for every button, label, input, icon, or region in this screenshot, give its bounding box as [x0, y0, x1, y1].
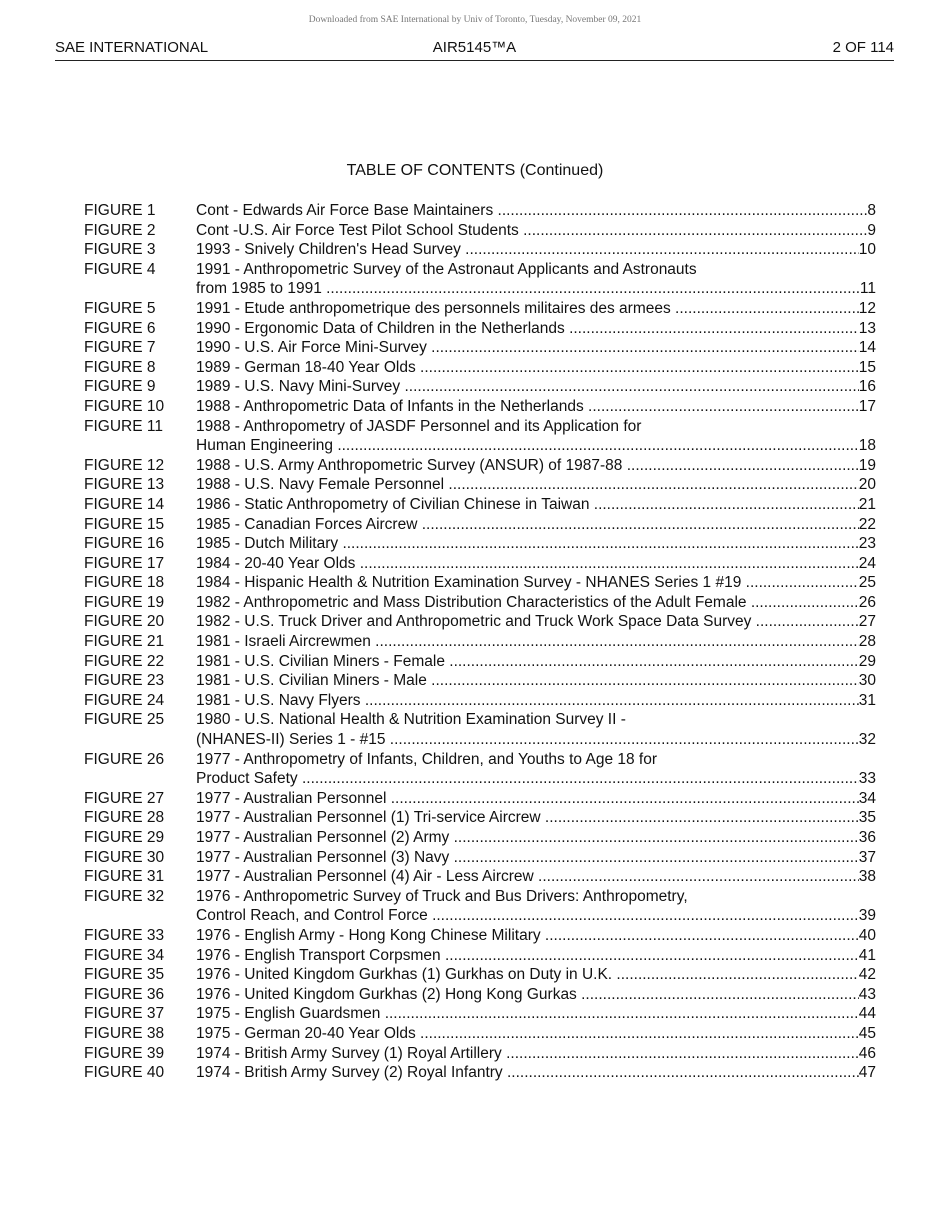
toc-entry: [84, 534, 876, 554]
figure-number: FIGURE 15: [84, 515, 165, 533]
figure-number: FIGURE 32: [84, 887, 165, 905]
figure-title-continued: (NHANES-II) Series 1 - #15 .....: [196, 730, 859, 750]
figure-number: FIGURE 10: [84, 397, 165, 415]
figure-title: 1976 - English Army - Hong Kong Chinese Military .....: [196, 926, 859, 946]
page-number: 9: [867, 221, 876, 239]
figure-title: 1993 - Snively Children's Head Survey .....: [196, 240, 859, 260]
figure-number: FIGURE 17: [84, 554, 165, 572]
toc-entry: [84, 397, 876, 417]
toc-entry: [84, 221, 876, 241]
figure-number: FIGURE 18: [84, 574, 165, 592]
figure-number: FIGURE 14: [84, 495, 165, 513]
figure-title: 1984 - 20-40 Year Olds .....: [196, 554, 859, 574]
page-number: 33: [858, 770, 876, 788]
figure-number: FIGURE 28: [84, 809, 165, 827]
toc-entry: [84, 417, 876, 437]
page-number: 47: [858, 1064, 876, 1082]
page-number: 25: [858, 574, 876, 592]
figure-title: Cont - Edwards Air Force Base Maintainers .....: [196, 201, 867, 221]
figure-number: FIGURE 30: [84, 848, 165, 866]
figure-title: 1977 - Australian Personnel (4) Air - Less Aircrew .....: [196, 867, 859, 887]
toc-entry: [84, 495, 876, 515]
figure-number: FIGURE 4: [84, 260, 156, 278]
toc-entry: [84, 1024, 876, 1044]
figure-title: 1981 - U.S. Navy Flyers .....: [196, 691, 859, 711]
page-number: 34: [858, 789, 876, 807]
figure-title-continued: Human Engineering .....: [196, 436, 859, 456]
page-number: 8: [867, 202, 876, 219]
figure-title: 1977 - Anthropometry of Infants, Children, and Youths to Age 18 for: [196, 750, 658, 768]
figure-title: 1976 - United Kingdom Gurkhas (2) Hong Kong Gurkas .....: [196, 985, 859, 1005]
figure-title: 1982 - Anthropometric and Mass Distribution Characteristics of the Adult Female .....: [196, 593, 859, 613]
page-number: 28: [858, 633, 876, 651]
toc-entry: [84, 554, 876, 574]
toc-title: TABLE OF CONTENTS (Continued): [346, 162, 604, 179]
figure-title: 1991 - Anthropometric Survey of the Astronaut Applicants and Astronauts: [196, 260, 697, 278]
figure-number: FIGURE 5: [84, 299, 156, 317]
page-number: 42: [858, 966, 876, 984]
toc-entry: [84, 848, 876, 868]
figure-title: 1975 - English Guardsmen .....: [196, 1004, 859, 1024]
page-number: 16: [858, 378, 876, 396]
figure-number: FIGURE 31: [84, 868, 165, 886]
figure-number: FIGURE 36: [84, 985, 165, 1003]
figure-number: FIGURE 33: [84, 926, 165, 944]
figure-title-continued: from 1985 to 1991 .....: [196, 279, 860, 299]
page-number: 14: [858, 339, 876, 357]
page-number: 30: [858, 672, 876, 690]
page-number: 39: [858, 907, 876, 925]
toc-entry: [84, 671, 876, 691]
figure-number: FIGURE 34: [84, 946, 165, 964]
page-number: 12: [858, 299, 876, 317]
figure-title: 1980 - U.S. National Health & Nutrition Examination Survey II -: [196, 711, 626, 729]
toc-entry-continuation: [84, 730, 876, 750]
page-number: 31: [858, 691, 876, 709]
figure-number: FIGURE 24: [84, 691, 165, 709]
figure-number: FIGURE 3: [84, 241, 156, 259]
figure-title: 1974 - British Army Survey (2) Royal Infantry .....: [196, 1063, 859, 1083]
page-number: 29: [858, 652, 876, 670]
figure-number: FIGURE 38: [84, 1024, 165, 1042]
figure-title: 1981 - Israeli Aircrewmen .....: [196, 632, 859, 652]
page-number: 46: [858, 1044, 876, 1062]
download-watermark: Downloaded from SAE International by Univ of Toronto, Tuesday, November 09, 2021: [308, 15, 642, 25]
page-number: 19: [858, 456, 876, 474]
toc-entry: [84, 475, 876, 495]
toc-entry: [84, 1063, 876, 1083]
toc-entry: [84, 632, 876, 652]
figure-title: 1977 - Australian Personnel .....: [196, 789, 859, 809]
figure-title: 1988 - Anthropometric Data of Infants in the Netherlands .....: [196, 397, 859, 417]
figure-number: FIGURE 19: [84, 593, 165, 611]
page-number: 21: [858, 495, 876, 513]
toc-entry: [84, 867, 876, 887]
figure-title: 1989 - German 18-40 Year Olds .....: [196, 358, 859, 378]
figure-title: 1976 - United Kingdom Gurkhas (1) Gurkhas on Duty in U.K. .....: [196, 965, 859, 985]
toc-entry: [84, 377, 876, 397]
header-page-number: 2 OF 114: [832, 39, 894, 56]
figure-title: 1989 - U.S. Navy Mini-Survey .....: [196, 377, 859, 397]
header-org: SAE INTERNATIONAL: [55, 39, 209, 56]
page-number: 18: [858, 437, 876, 455]
toc-entry-continuation: [84, 436, 876, 456]
figure-number: FIGURE 16: [84, 535, 165, 553]
page-number: 15: [858, 358, 876, 376]
figure-title: 1981 - U.S. Civilian Miners - Male .....: [196, 671, 859, 691]
toc-entry: [84, 260, 876, 280]
page-number: 32: [858, 731, 876, 749]
toc-entry: [84, 515, 876, 535]
figure-number: FIGURE 37: [84, 1005, 165, 1023]
page-number: 41: [858, 946, 876, 964]
page-number: 27: [858, 613, 876, 631]
figure-title: 1981 - U.S. Civilian Miners - Female .....: [196, 652, 859, 672]
figure-title: 1991 - Etude anthropometrique des personnels militaires des armees .....: [196, 299, 859, 319]
toc-entry: [84, 1044, 876, 1064]
figure-number: FIGURE 39: [84, 1044, 165, 1062]
figure-title: 1988 - U.S. Navy Female Personnel .....: [196, 475, 859, 495]
page-number: 20: [858, 476, 876, 494]
figure-title-continued: Product Safety .....: [196, 769, 859, 789]
toc-entry: [84, 789, 876, 809]
toc-entry: [84, 299, 876, 319]
toc-entry: [84, 201, 876, 221]
page-number: 37: [858, 848, 876, 866]
toc-entry: [84, 691, 876, 711]
header-doc-number: AIR5145™A: [432, 39, 517, 56]
figure-number: FIGURE 20: [84, 613, 165, 631]
figure-title: 1976 - English Transport Corpsmen .....: [196, 946, 859, 966]
figure-number: FIGURE 1: [84, 202, 156, 219]
figure-number: FIGURE 6: [84, 319, 156, 337]
toc-entry: [84, 612, 876, 632]
figure-number: FIGURE 13: [84, 476, 165, 494]
figure-title: 1984 - Hispanic Health & Nutrition Examination Survey - NHANES Series 1 #19 .....: [196, 573, 859, 593]
page-number: 26: [858, 593, 876, 611]
toc-entry: [84, 319, 876, 339]
page-number: 45: [858, 1024, 876, 1042]
figure-number: FIGURE 29: [84, 829, 165, 846]
figure-title: 1990 - Ergonomic Data of Children in the Netherlands .....: [196, 319, 859, 339]
figure-title: 1988 - Anthropometry of JASDF Personnel and its Application for: [196, 417, 642, 435]
toc-entry: [84, 965, 876, 985]
toc-entry: [84, 573, 876, 593]
toc-entry: [84, 828, 876, 848]
toc-entry: [84, 946, 876, 966]
figure-number: FIGURE 12: [84, 456, 165, 474]
figure-number: FIGURE 11: [84, 417, 163, 435]
toc-entry: [84, 593, 876, 613]
page-number: 17: [858, 397, 876, 415]
toc-entry: [84, 808, 876, 828]
page-number: 43: [858, 985, 876, 1003]
toc-entry: [84, 710, 876, 730]
figure-title: 1975 - German 20-40 Year Olds .....: [196, 1024, 859, 1044]
toc-entry-continuation: [84, 279, 876, 299]
figure-title: 1974 - British Army Survey (1) Royal Artillery .....: [196, 1044, 859, 1064]
figure-title: 1988 - U.S. Army Anthropometric Survey (ANSUR) of 1987-88 .....: [196, 456, 859, 476]
figure-number: FIGURE 25: [84, 711, 165, 729]
figure-title: 1976 - Anthropometric Survey of Truck and Bus Drivers: Anthropometry,: [196, 887, 688, 905]
figure-title-continued: Control Reach, and Control Force .....: [196, 906, 859, 926]
figure-number: FIGURE 26: [84, 750, 165, 768]
page-number: 10: [858, 241, 876, 259]
toc-entry: [84, 750, 876, 770]
figure-number: FIGURE 21: [84, 633, 165, 651]
page-number: 35: [858, 809, 876, 827]
toc-entry: [84, 985, 876, 1005]
figure-title: 1985 - Canadian Forces Aircrew .....: [196, 515, 859, 535]
figure-number: FIGURE 7: [84, 339, 156, 357]
figure-title: 1977 - Australian Personnel (2) Army .....: [196, 828, 859, 848]
figure-number: FIGURE 35: [84, 966, 165, 984]
page-header: [55, 38, 894, 61]
figure-number: FIGURE 22: [84, 652, 165, 670]
toc-list: [84, 201, 876, 1083]
figure-title: 1977 - Australian Personnel (1) Tri-service Aircrew .....: [196, 808, 859, 828]
page-number: 13: [858, 319, 876, 337]
figure-number: FIGURE 8: [84, 358, 156, 376]
figure-number: FIGURE 2: [84, 221, 156, 239]
toc-entry: [84, 240, 876, 260]
figure-title: 1982 - U.S. Truck Driver and Anthropometric and Truck Work Space Data Survey .....: [196, 612, 859, 632]
toc-entry: [84, 338, 876, 358]
page-number: 11: [859, 280, 876, 298]
figure-number: FIGURE 40: [84, 1064, 165, 1082]
toc-entry: [84, 1004, 876, 1024]
figure-title: 1985 - Dutch Military .....: [196, 534, 859, 554]
figure-title: 1986 - Static Anthropometry of Civilian Chinese in Taiwan .....: [196, 495, 859, 515]
toc-entry: [84, 887, 876, 907]
toc-entry: [84, 926, 876, 946]
toc-entry: [84, 652, 876, 672]
page-number: 38: [858, 868, 876, 886]
figure-number: FIGURE 23: [84, 672, 165, 690]
page-number: 24: [858, 554, 876, 572]
page-number: 22: [858, 515, 876, 533]
figure-number: FIGURE 27: [84, 789, 165, 807]
figure-title: 1977 - Australian Personnel (3) Navy .....: [196, 848, 859, 868]
page-number: 36: [858, 829, 876, 846]
page-number: 23: [858, 535, 876, 553]
figure-number: FIGURE 9: [84, 378, 156, 396]
figure-title: 1990 - U.S. Air Force Mini-Survey .....: [196, 338, 859, 358]
toc-entry: [84, 358, 876, 378]
page-number: 44: [858, 1005, 876, 1023]
toc-entry-continuation: [84, 906, 876, 926]
figure-title: Cont -U.S. Air Force Test Pilot School Students .....: [196, 221, 867, 241]
page-number: 40: [858, 926, 876, 944]
toc-entry: [84, 456, 876, 476]
toc-entry-continuation: [84, 769, 876, 789]
